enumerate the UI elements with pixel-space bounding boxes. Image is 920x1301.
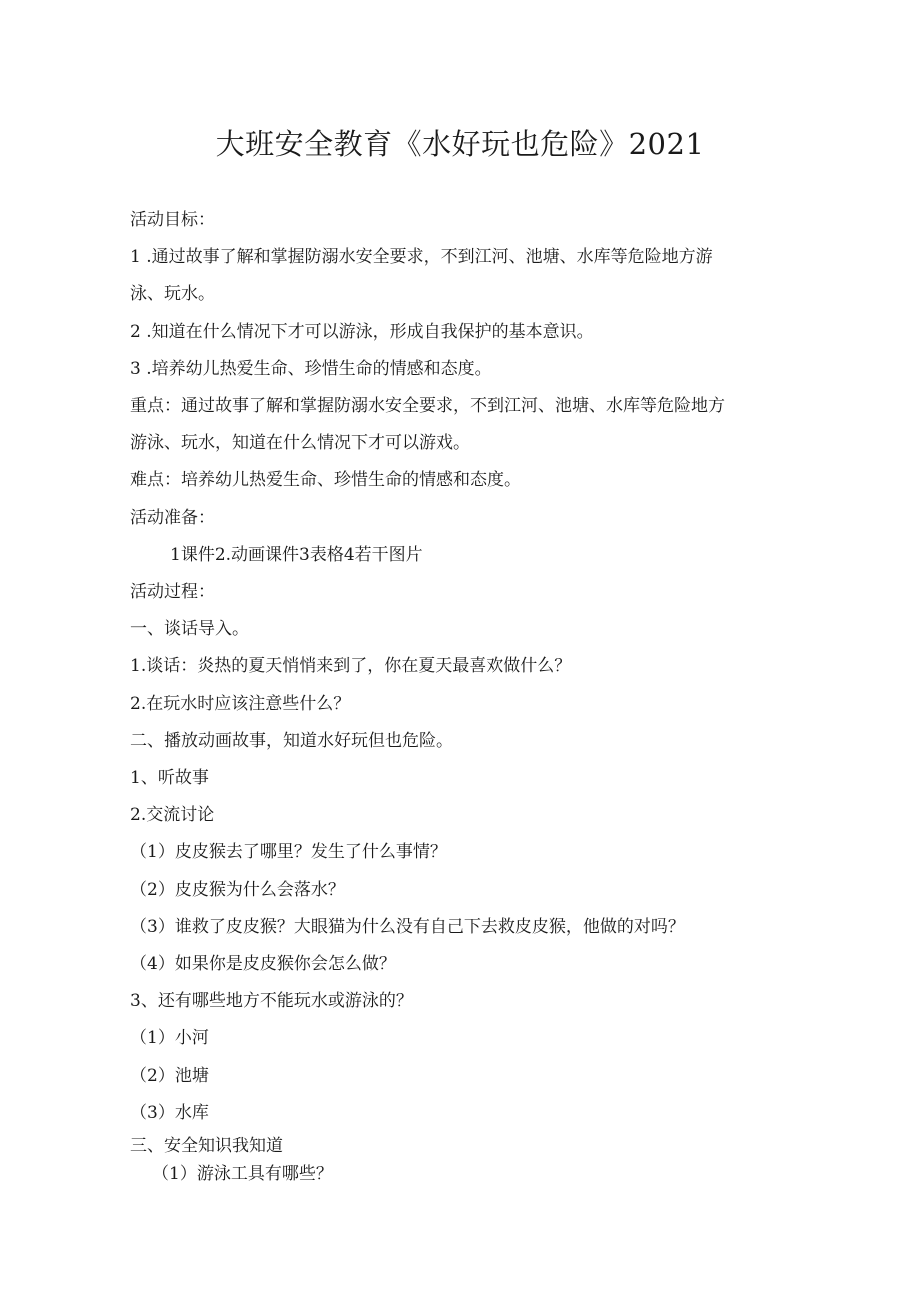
place-3: （3）水库 <box>130 1102 209 1123</box>
step-1-item-1: 1.谈话：炎热的夏天悄悄来到了，你在夏天最喜欢做什么？ <box>130 656 572 677</box>
goal-3: 3 .培养幼儿热爱生命、珍惜生命的情感和态度。 <box>130 358 492 379</box>
discussion-question-4: （4）如果你是皮皮猴你会怎么做？ <box>130 954 396 975</box>
goal-1-continued: 泳、玩水。 <box>130 284 215 305</box>
document-body <box>130 202 790 1188</box>
step-1-heading: 一、谈话导入。 <box>130 619 249 640</box>
goal-1: 1 .通过故事了解和掌握防溺水安全要求，不到江河、池塘、水库等危险地方游 <box>130 247 713 268</box>
step-1-item-2: 2.在玩水时应该注意些什么？ <box>130 693 351 714</box>
place-2: （2）池塘 <box>130 1065 209 1086</box>
discussion-question-3: （3）谁救了皮皮猴？大眼猫为什么没有自己下去救皮皮猴，他做的对吗？ <box>130 916 685 937</box>
key-point-continued: 游泳、玩水，知道在什么情况下才可以游戏。 <box>130 433 470 454</box>
step-3-item-1: （1）游泳工具有哪些？ <box>152 1164 333 1185</box>
goal-2: 2 .知道在什么情况下才可以游泳，形成自我保护的基本意识。 <box>130 321 594 342</box>
step-3-heading: 三、安全知识我知道 <box>130 1136 283 1157</box>
step-2-item-2: 2.交流讨论 <box>130 805 215 826</box>
section-heading-preparation: 活动准备： <box>130 507 215 528</box>
key-point: 重点：通过故事了解和掌握防溺水安全要求，不到江河、池塘、水库等危险地方 <box>130 396 725 417</box>
step-2-item-1: 1、听故事 <box>130 768 209 789</box>
discussion-question-1: （1）皮皮猴去了哪里？发生了什么事情？ <box>130 842 447 863</box>
difficult-point: 难点：培养幼儿热爱生命、珍惜生命的情感和态度。 <box>130 470 521 491</box>
preparation-items: 1课件2.动画课件3表格4若干图片 <box>170 544 423 565</box>
step-2-heading: 二、播放动画故事，知道水好玩但也危险。 <box>130 730 453 751</box>
section-heading-process: 活动过程： <box>130 582 215 603</box>
document-title: 大班安全教育《水好玩也危险》2021 <box>215 127 705 161</box>
discussion-question-2: （2）皮皮猴为什么会落水？ <box>130 879 345 900</box>
section-heading-goals: 活动目标： <box>130 210 215 230</box>
place-1: （1）小河 <box>130 1028 209 1049</box>
step-2-item-3: 3、还有哪些地方不能玩水或游泳的？ <box>130 991 413 1012</box>
